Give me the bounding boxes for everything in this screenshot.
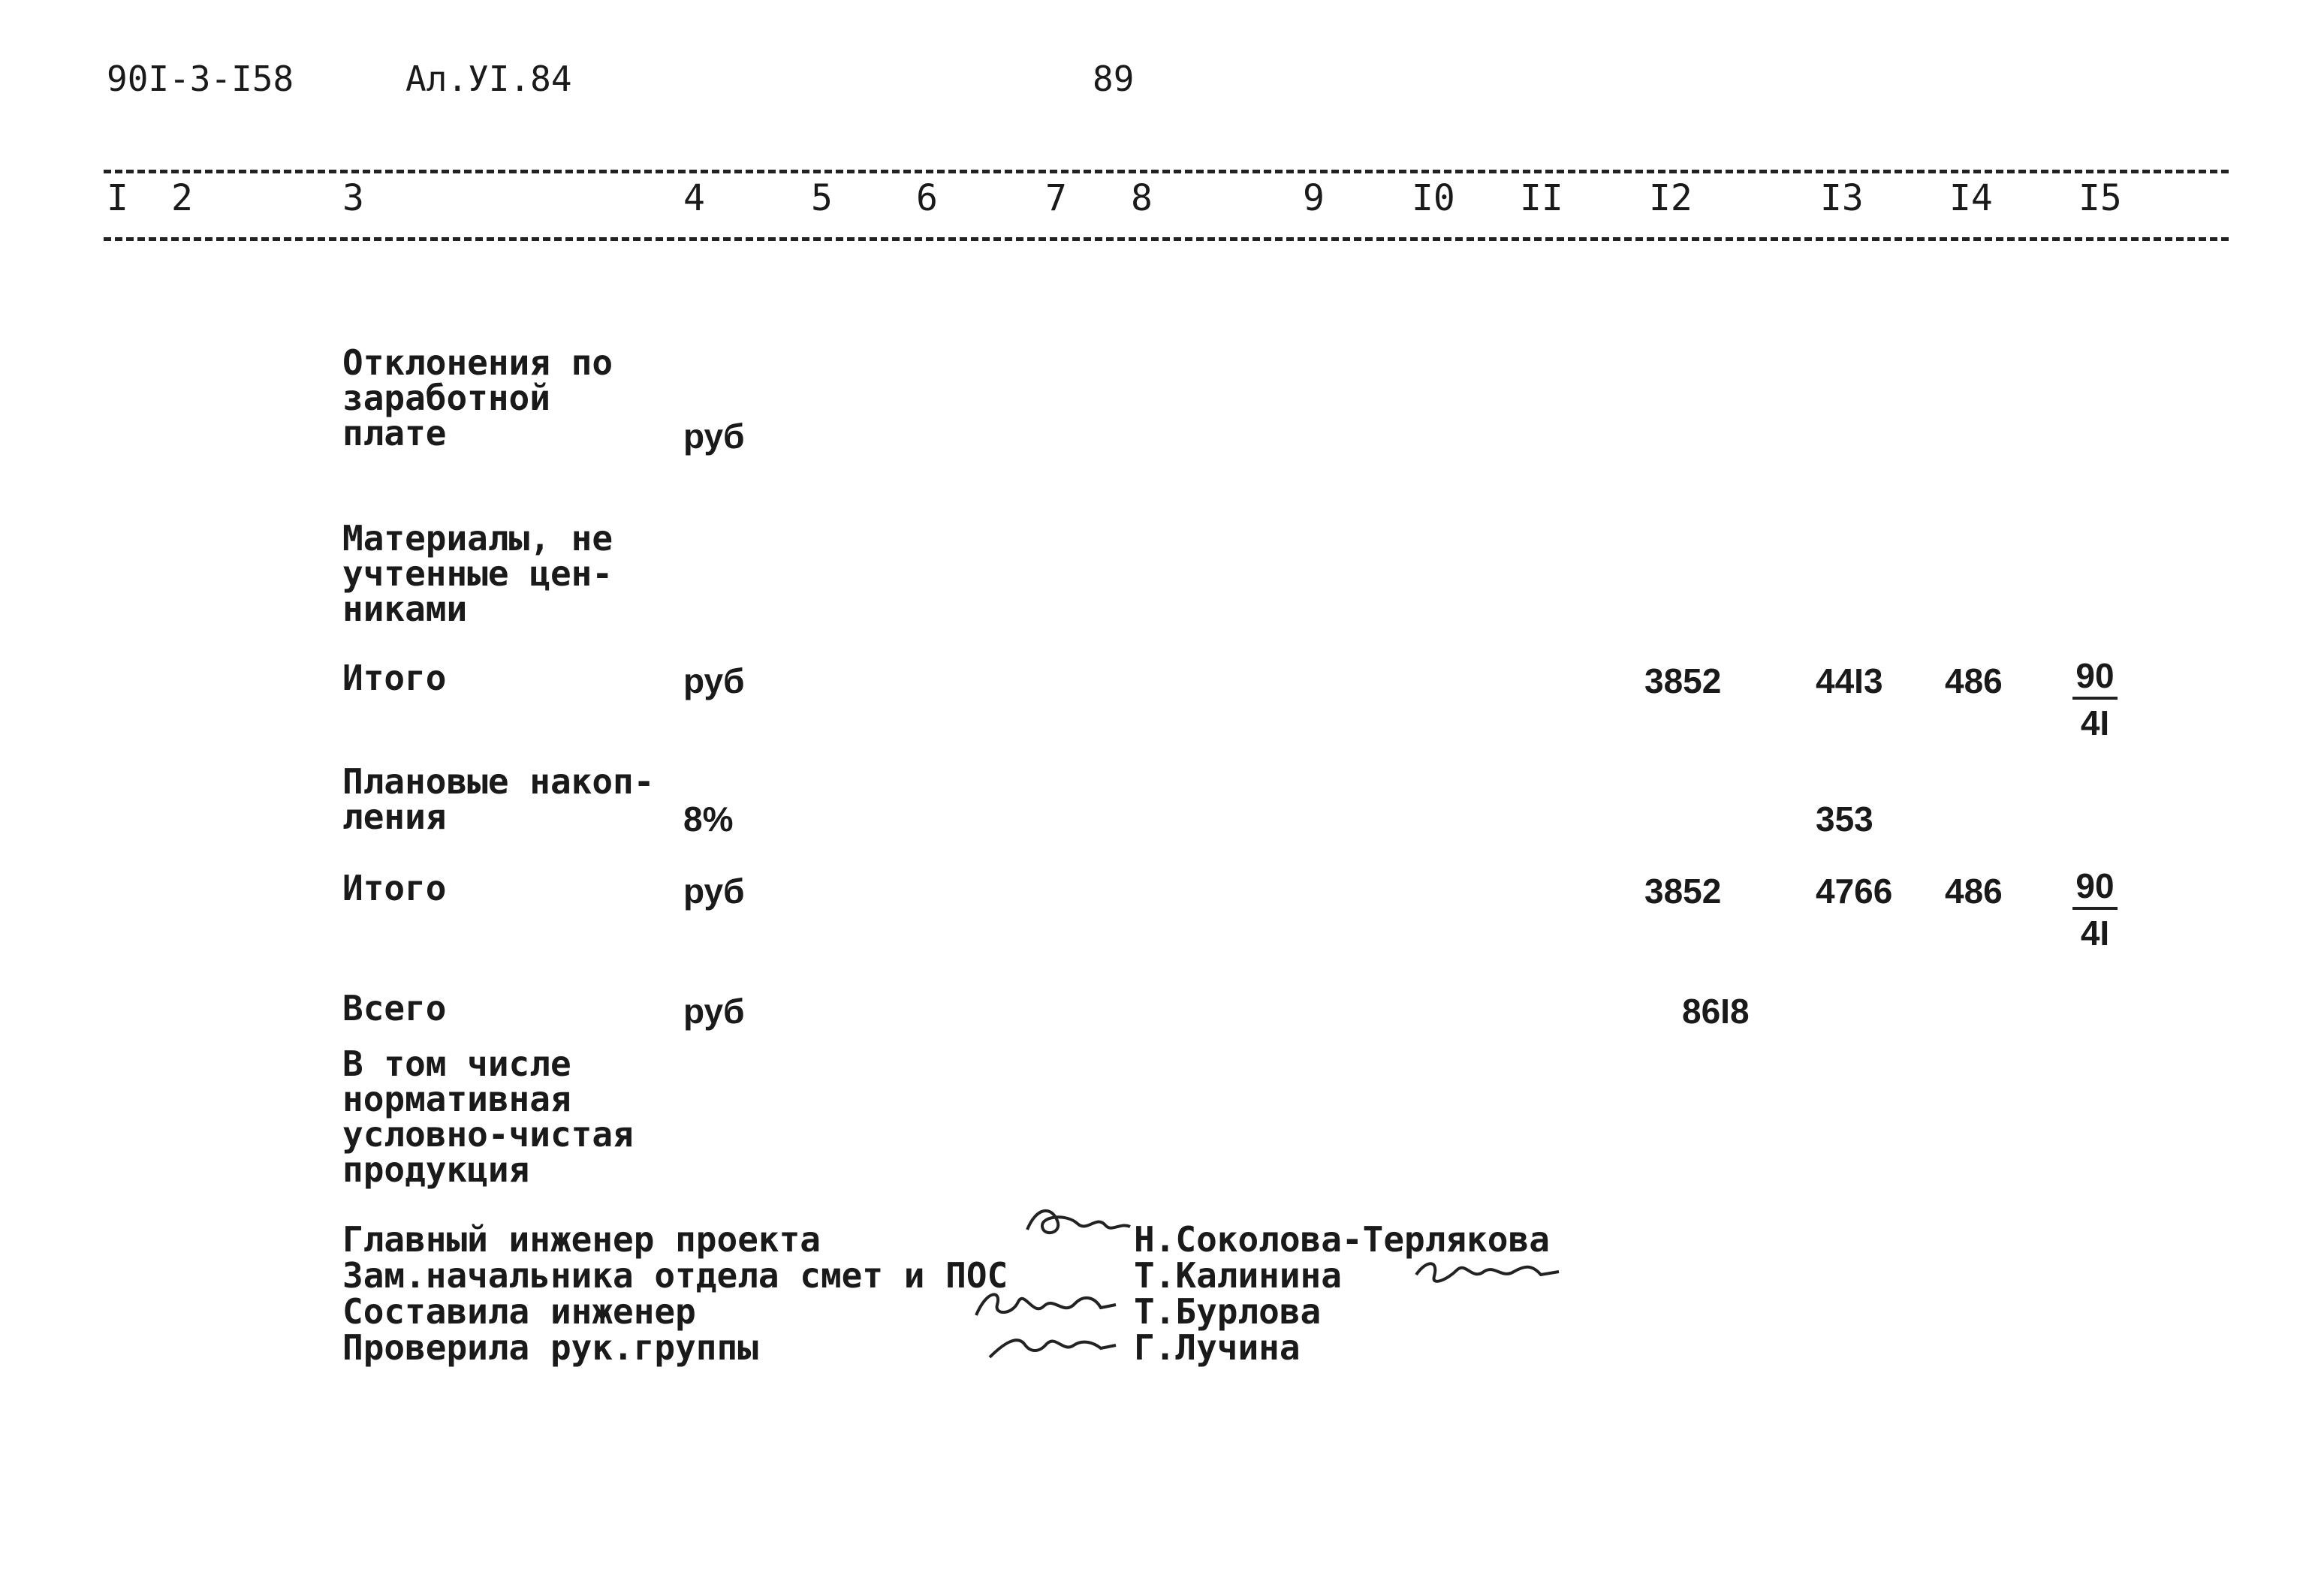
signature-name: Г.Лучина [1134, 1327, 1301, 1368]
column-number: I [107, 177, 128, 219]
cell-col14: 486 [1945, 661, 2003, 700]
column-number: I4 [1949, 177, 1993, 219]
row-unit: руб [683, 992, 745, 1031]
cell-col13: 353 [1816, 800, 1873, 839]
header-bottom-rule [104, 237, 2229, 241]
cell-col14: 486 [1945, 872, 2003, 911]
column-number: 4 [683, 177, 705, 219]
handwritten-signature [1412, 1249, 1562, 1294]
cell-col15-fraction [2072, 865, 2118, 956]
fraction-numerator: 90 [2072, 655, 2118, 700]
signature-title: Зам.начальника отдела смет и ПОС [342, 1255, 1008, 1296]
fraction-denominator: 4I [2080, 914, 2110, 953]
column-number: 7 [1045, 177, 1067, 219]
column-number: I0 [1412, 177, 1455, 219]
column-number: 8 [1131, 177, 1153, 219]
cell-col13: 4766 [1816, 872, 1893, 911]
header-top-rule [104, 170, 2229, 173]
row-label: Итого [342, 658, 447, 698]
handwritten-signature [984, 1323, 1119, 1368]
fraction-denominator: 4I [2080, 703, 2110, 742]
signature-name: Н.Соколова-Терлякова [1134, 1219, 1550, 1260]
row-label: Отклонения по заработной плате [342, 342, 613, 453]
handwritten-signature [969, 1282, 1119, 1327]
column-number: 5 [811, 177, 833, 219]
fraction-numerator: 90 [2072, 865, 2118, 910]
cell-col15-fraction [2072, 655, 2118, 746]
cell-col12: 3852 [1644, 661, 1722, 700]
signature-title: Главный инженер проекта [342, 1219, 821, 1260]
row-label: Плановые накоп- ления [342, 761, 655, 837]
column-number: I2 [1649, 177, 1693, 219]
cell-col13: 44I3 [1816, 661, 1883, 700]
column-number: 6 [916, 177, 938, 219]
album-number: Ал.УI.84 [405, 59, 572, 99]
row-unit: руб [683, 872, 745, 911]
cell-col12: 3852 [1644, 872, 1722, 911]
row-unit: руб [683, 417, 745, 456]
signature-name: Т.Калинина [1134, 1255, 1342, 1296]
column-number: 2 [171, 177, 193, 219]
column-number: 9 [1303, 177, 1325, 219]
row-unit: 8% [683, 800, 734, 839]
column-number: I3 [1820, 177, 1864, 219]
document-code: 90I-3-I58 [107, 59, 294, 99]
column-number: 3 [342, 177, 364, 219]
row-label: Материалы, не учтенные цен- никами [342, 518, 613, 629]
row-label: В том числе нормативная условно-чистая продукция [342, 1043, 634, 1190]
column-number: II [1520, 177, 1563, 219]
row-unit: руб [683, 661, 745, 700]
column-number: I5 [2078, 177, 2122, 219]
grand-total: 86I8 [1682, 992, 1750, 1031]
row-label: Итого [342, 868, 447, 908]
signature-title: Составила инженер [342, 1291, 696, 1332]
row-label: Всего [342, 988, 447, 1028]
signature-name: Т.Бурлова [1134, 1291, 1322, 1332]
page-number: 89 [1093, 59, 1135, 99]
signature-title: Проверила рук.группы [342, 1327, 758, 1368]
handwritten-signature [1021, 1200, 1134, 1252]
